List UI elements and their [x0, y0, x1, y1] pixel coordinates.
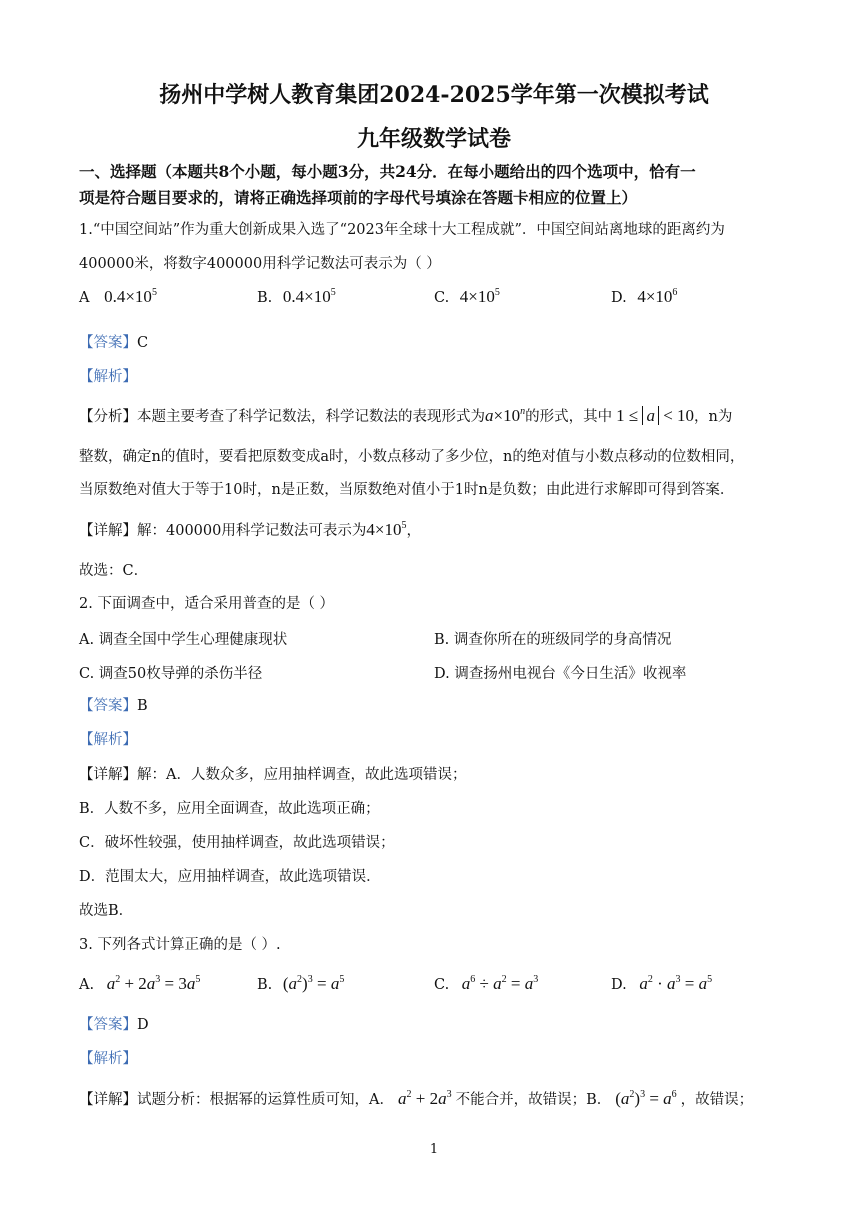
option-letter: C.	[434, 290, 450, 306]
q2-detail-line3: C．破坏性较强，使用抽样调查，故此选项错误；	[79, 835, 395, 851]
expr-exponent: n	[520, 406, 526, 417]
section-heading-line2: 项是符合题目要求的，请将正确选择项前的字母代号填涂在答题卡相应的位置上）	[79, 188, 638, 207]
q1-fenxi-line1	[79, 406, 732, 427]
q2-option-d: D. 调查扬州电视台《今日生活》收视率	[434, 666, 687, 682]
detail-text: 解：A．人数众多，应用抽样调查，故此选项错误；	[137, 767, 467, 783]
detail-text-3: ，故错误；	[680, 1092, 754, 1108]
q3-answer	[79, 1015, 149, 1035]
q1-stem-line2: 400000米，将数字400000用科学记数法可表示为（ ）	[79, 256, 441, 272]
answer-value: C	[137, 335, 149, 351]
fenxi-text: 本题主要考查了科学记数法，科学记数法的表现形式为	[137, 409, 485, 425]
detail-text-2: 不能合并，故错误；B．	[455, 1092, 612, 1108]
q2-stem: 2. 下面调查中，适合采用普查的是（ ）	[79, 596, 335, 612]
q3-analysis-label: 【解析】	[79, 1051, 137, 1067]
detail-expression	[366, 520, 406, 539]
detail-tail: ，	[406, 523, 421, 539]
option-expression: $a^2 + 2a^3 = 3a^5$	[106, 974, 201, 993]
q3-option-d	[611, 974, 712, 994]
option-expression	[283, 287, 336, 306]
q2-analysis-label: 【解析】	[79, 732, 137, 748]
detail-label: 【详解】	[79, 1092, 137, 1108]
option-expression	[460, 287, 500, 306]
option-letter: C.	[434, 977, 450, 993]
option-expression: $a^6 \div a^2 = a^3$	[461, 974, 539, 993]
option-letter: D.	[611, 977, 627, 993]
detail-expression-1: $a^2 + 2a^3$	[397, 1089, 452, 1108]
option-expression	[104, 287, 157, 306]
fenxi-text-2: 的形式，其中	[525, 409, 613, 425]
option-exponent: 5	[494, 287, 500, 298]
option-letter: B.	[257, 977, 273, 993]
ineq-right: < 10	[658, 406, 695, 425]
fenxi-expression	[485, 406, 525, 425]
option-letter: B.	[257, 290, 273, 306]
expr-base: ×10	[493, 406, 521, 425]
detail-text-1: 试题分析：根据幂的运算性质可知，A．	[137, 1092, 394, 1108]
option-expression: $(a^2)^3 = a^5$	[282, 974, 345, 993]
answer-label: 【答案】	[79, 335, 137, 351]
q1-conclusion: 故选：C．	[79, 563, 149, 579]
option-letter: A	[79, 290, 90, 306]
answer-label: 【答案】	[79, 1017, 137, 1033]
q3-detail	[79, 1089, 753, 1110]
option-base: 0.4×10	[104, 287, 152, 306]
answer-value: D	[137, 1017, 149, 1033]
option-expression	[637, 287, 677, 306]
q2-detail-line2: B．人数不多，应用全面调查，故此选项正确；	[79, 801, 380, 817]
detail-label: 【详解】	[79, 523, 137, 539]
section-heading-line1: 一、选择题（本题共8个小题，每小题3分，共24分．在每小题给出的四个选项中，恰有一	[79, 162, 696, 181]
q1-option-c	[434, 287, 500, 307]
detail-expression-2: $(a^2)^3 = a^6$	[615, 1089, 677, 1108]
q3-option-a	[79, 974, 200, 994]
q3-option-c	[434, 974, 538, 994]
q2-option-b: B. 调查你所在的班级同学的身高情况	[434, 632, 672, 648]
option-base: 0.4×10	[282, 287, 331, 306]
option-exponent: 6	[672, 287, 678, 298]
option-expression: $a^2 \cdot a^3 = a^5$	[639, 974, 713, 993]
exam-subtitle: 九年级数学试卷	[356, 126, 511, 152]
detail-label: 【详解】	[79, 767, 137, 783]
expr-a: a	[485, 406, 494, 425]
page-number: 1	[429, 1142, 439, 1157]
option-base: 4×10	[637, 287, 673, 306]
fenxi-text-3: ，n为	[694, 409, 733, 425]
q1-fenxi-line3: 当原数绝对值大于等于10时，n是正数，当原数绝对值小于1时n是负数；由此进行求解即可得到答案．	[79, 482, 735, 498]
option-letter: D.	[611, 290, 627, 306]
detail-text: 解：400000用科学记数法可表示为	[137, 523, 367, 539]
fenxi-inequality	[616, 406, 694, 425]
q1-analysis-label: 【解析】	[79, 369, 137, 385]
answer-label: 【答案】	[79, 698, 137, 714]
ineq-abs-var: a	[642, 406, 659, 425]
q2-conclusion: 故选B．	[79, 903, 134, 919]
fenxi-label: 【分析】	[79, 409, 137, 425]
q2-option-a: A. 调查全国中学生心理健康现状	[79, 632, 288, 648]
detail-exponent: 5	[401, 520, 407, 531]
option-exponent: 5	[151, 287, 157, 298]
option-letter: A.	[79, 977, 95, 993]
q3-stem: 3. 下列各式计算正确的是（ ）.	[79, 937, 281, 953]
q2-option-c: C. 调查50枚导弹的杀伤半径	[79, 666, 263, 682]
answer-value: B	[137, 698, 148, 714]
ineq-left: 1 ≤	[616, 406, 643, 425]
q1-stem-line1: 1.“中国空间站”作为重大创新成果入选了“2023年全球十大工程成就”．中国空间站离地球的距离约为	[79, 222, 725, 238]
option-exponent: 5	[330, 287, 336, 298]
q1-option-a	[79, 287, 157, 307]
q1-detail	[79, 520, 421, 541]
option-base: 4×10	[459, 287, 495, 306]
q2-detail-line1	[79, 765, 466, 785]
detail-base: 4×10	[366, 520, 402, 539]
q2-answer	[79, 696, 148, 716]
q1-answer	[79, 333, 148, 353]
q1-option-d	[611, 287, 677, 307]
exam-title: 扬州中学树人教育集团2024-2025学年第一次模拟考试	[159, 82, 709, 108]
q1-fenxi-line2: 整数，确定n的值时，要看把原数变成a时，小数点移动了多少位，n的绝对值与小数点移动的位数相同，	[79, 449, 745, 465]
q3-option-b	[257, 974, 344, 994]
q2-detail-line4: D．范围太大，应用抽样调查，故此选项错误．	[79, 869, 381, 885]
q1-option-b	[257, 287, 336, 307]
